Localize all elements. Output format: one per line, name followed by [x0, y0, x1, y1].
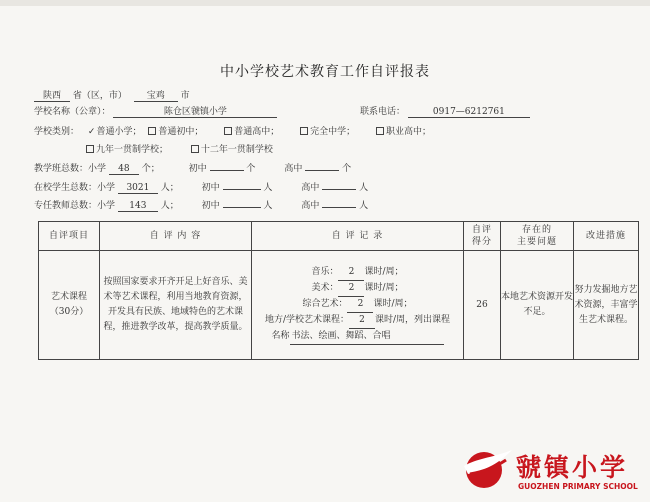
school-type-line: 学校类别： ✓普通小学； 普通初中； 普通高中； 完全中学； 职业高中； [34, 127, 432, 137]
phone-field: 0917—6212761 [408, 107, 530, 118]
scan-edge [0, 0, 650, 6]
header-item: 自评项目 [39, 222, 100, 251]
page-title: 中小学校艺术教育工作自评报表 [220, 64, 430, 80]
phone-line: 联系电话： 0917—6212761 [360, 104, 530, 118]
checkbox-icon [224, 127, 232, 135]
location-line: 陕西 省（区，市） 宝鸡 市 [34, 88, 190, 102]
header-score: 自评 得分 [464, 222, 501, 251]
item-cell: 艺术课程 （30分） [39, 251, 100, 360]
problem-cell: 本地艺术资源开发不足。 [501, 251, 574, 360]
school-type-line-2: 九年一贯制学校； 十二年一贯制学校 [82, 142, 273, 155]
score-cell: 26 [464, 251, 501, 360]
header-record: 自 评 记 录 [252, 222, 464, 251]
checkbox-icon [148, 127, 156, 135]
header-content: 自 评 内 容 [100, 222, 252, 251]
logo-text-cn: 虢镇小学 [516, 453, 629, 482]
teachers-line: 专任教师总数：小学 143 人； 初中 人 高中 人 [34, 201, 369, 211]
province-field: 陕西 [34, 88, 70, 102]
table-row [39, 251, 639, 360]
measure-cell: 努力发掘地方艺术资源，丰富学生艺术课程。 [574, 251, 639, 360]
students-line: 在校学生总数：小学 3021 人； 初中 人 高中 人 [34, 183, 369, 193]
logo-text-en: GUOZHEN PRIMARY SCHOOL [518, 482, 638, 491]
school-logo [458, 444, 638, 494]
city-field: 宝鸡 [134, 88, 178, 102]
checkmark-icon: ✓ [87, 127, 96, 137]
checkbox-icon [86, 145, 94, 153]
header-problem: 存在的 主要问题 [501, 222, 574, 251]
checkbox-icon [300, 127, 308, 135]
header-measure: 改进措施 [574, 222, 639, 251]
record-cell: 音乐： 2 课时/周； 美术： 2 课时/周； 综合艺术： 2 课时/周； 地方/学校艺术课程： 2 课时/周，列出课程 名称 书法、绘画、舞蹈、合唱 [252, 251, 464, 360]
school-name-field: 陈仓区虢镇小学 [113, 104, 277, 118]
school-name-line: 学校名称（公章）： 陈仓区虢镇小学 [34, 104, 277, 118]
classes-line: 教学班总数：小学 48 个； 初中 个 高中 个 [34, 164, 352, 174]
checkbox-icon [191, 145, 199, 153]
evaluation-table [38, 221, 639, 360]
content-cell: 按照国家要求开齐开足上好音乐、美术等艺术课程，利用当地教育资源，开发具有民族、地域特色的艺术课程，推进教学改革，提高教学质量。 [100, 251, 252, 360]
table-header-row [39, 222, 639, 251]
logo-emblem-icon [458, 444, 514, 492]
checkbox-icon [376, 127, 384, 135]
